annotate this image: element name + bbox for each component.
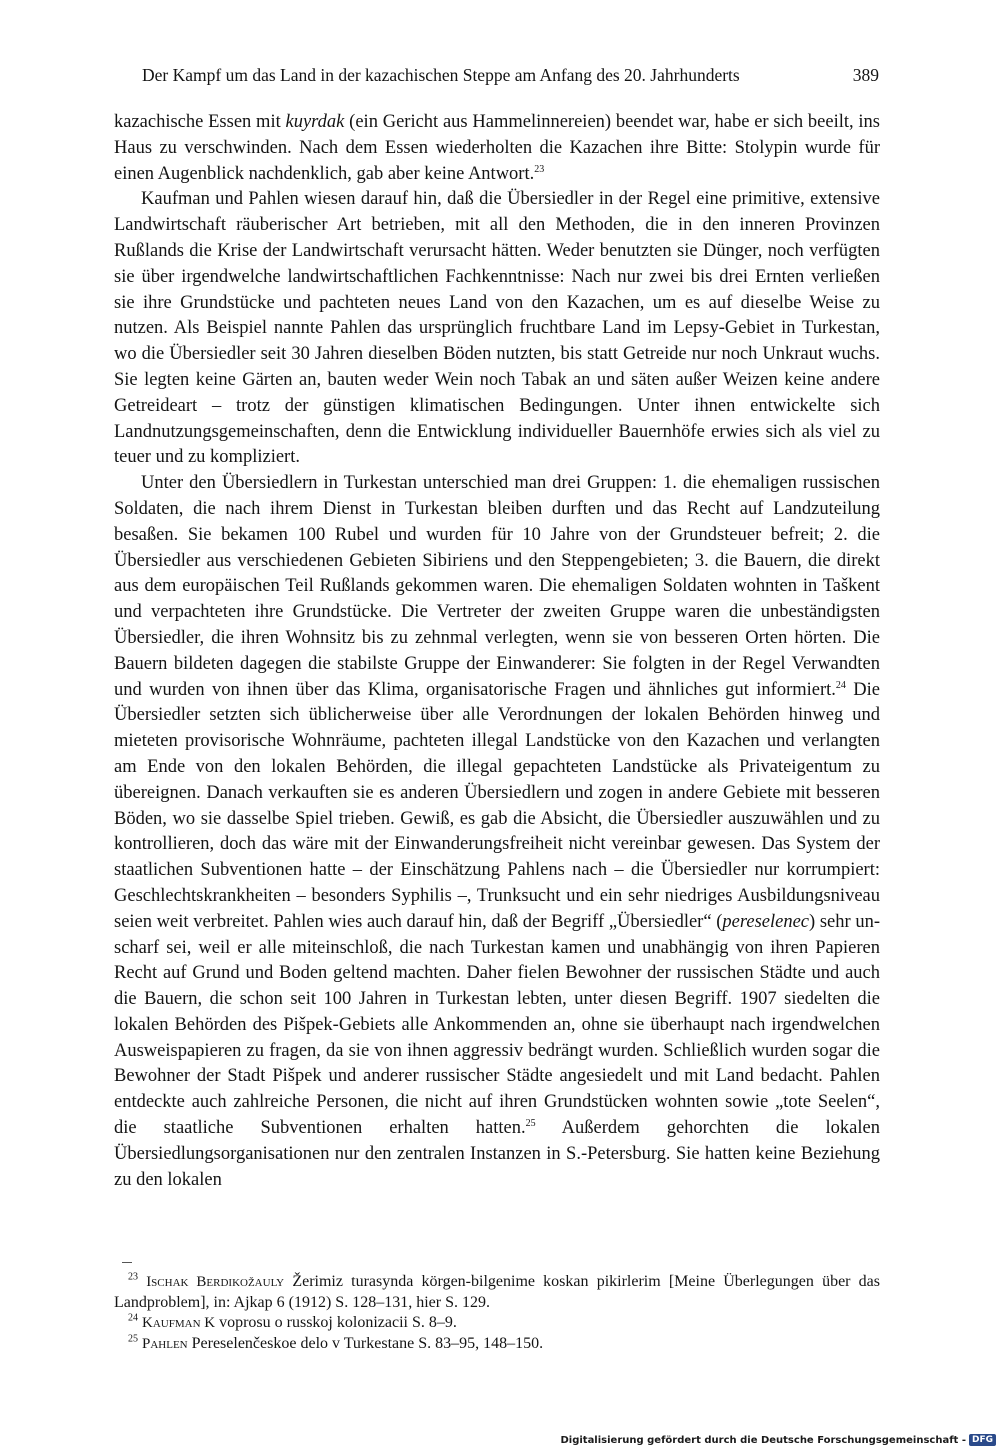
- term-kuyrdak: kuyrdak: [285, 112, 345, 132]
- main-text: [114, 110, 880, 1193]
- footnote-text: Žerimiz turasynda körgen-bilgenime koskan pikirlerim [Meine Überlegungen über das Landproblem], in: Ajkap 6 (1912) S. 128–131, hier S. 129.: [114, 1273, 881, 1311]
- text-run: kazachische Essen mit: [114, 112, 286, 132]
- footnote-number: 25: [128, 1333, 138, 1345]
- text-run: ) sehr unscharf sei, weil er alle miteinschloß, die nach Turkestan kamen und unabhängig von ihren Papieren Recht auf Grund und Boden geltend machten. Daher fielen Bewohner der russischen Städte und auch die Bauern, die schon seit 100 Jahren in Turkestan lebten, unter diesen Begriff. 1907 siedelten die lokalen Behörden des Pišpek-Gebiets alle Ankommenden an, ohne sie überhaupt nach irgendwelchen Ausweispapieren zu fragen, da sie von ihnen aggressiv bedrängt wurden. Schließlich wurden sogar die Bewohner der Stadt Pišpek und anderer russischer Städte angesiedelt und mit Land bedacht. Pahlen entdeckte auch zahlreiche Personen, die nicht auf ihren Grundstücken wohnten sowie „tote Seelen“, die staatliche Subventionen erhalten hatten.: [114, 911, 881, 1139]
- footnote-author: Ischak Berdikožauly: [146, 1274, 285, 1290]
- running-header: [142, 60, 879, 90]
- text-run: (ein Gericht aus Hammelinnereien) beendet war, habe er sich beeilt, ins Haus zu verschwinden. Nach dem Essen wiederholten die Kazachen ihre Bitte: Stolypin wurde für einen Augenblick nachdenklich, gab aber keine Antwort.: [114, 112, 881, 184]
- footnote-author: Pahlen: [142, 1335, 188, 1352]
- running-title: Der Kampf um das Land in der kazachischen Steppe am Anfang des 20. Jahrhunderts: [142, 65, 740, 85]
- footnotes: [114, 1272, 880, 1354]
- footnote-text: voprosu o russkoj kolonizacii S. 8–9.: [215, 1314, 457, 1331]
- footnote-author: Kaufman K: [142, 1315, 216, 1331]
- term-pereselenec: pereselenec: [722, 911, 810, 932]
- footnote-23: [114, 1272, 880, 1313]
- text-run: Außerdem gehorchten die lokalen Übersiedlungsorganisationen nur den zentralen Instanzen in S.-Petersburg. Sie hatten keine Beziehung zu den lokalen: [114, 1118, 880, 1190]
- stray-mark: [122, 1262, 132, 1263]
- dfg-logo-icon: DFG: [969, 1434, 996, 1446]
- text-run: Unter den Übersiedlern in Turkestan unterschied man drei Gruppen: 1. die ehemaligen russischen Soldaten, die nach ihrem Dienst in Turkestan bleiben durften und das Recht auf Landzuteilung besaßen. Sie bekamen 100 Rubel und wurden für 10 Jahre von der Grundsteuer befreit; 2. die Übersiedler aus verschiedenen Gebieten Sibiriens und den Steppengebieten; 3. die Bauern, die direkt aus dem europäischen Teil Rußlands gekommen waren. Die ehemaligen Soldaten wohnten in Taškent und verpachteten ihre Grundstücke. Die Vertreter der zweiten Gruppe waren die unbeständigsten Übersiedler, die ihren Wohnsitz bis zu zehnmal verlegten, wenn sie von besseren Orten hörten. Die Bauern bildeten dagegen die stabilste Gruppe der Einwanderer: Sie folgten in der Regel Verwandten und wurden von ihnen über das Klima, organisatorische Fragen und ähnliches gut informiert.: [114, 473, 880, 700]
- footnote-25: [114, 1334, 880, 1355]
- page-number: 389: [852, 65, 879, 85]
- paragraph-3: [114, 471, 880, 1193]
- footnote-ref-25[interactable]: 25: [525, 1117, 536, 1129]
- footnote-text: Pereselenčeskoe delo v Turkestane S. 83–95, 148–150.: [187, 1334, 544, 1352]
- paragraph-1: [114, 110, 880, 187]
- footnote-ref-23[interactable]: 23: [534, 163, 545, 175]
- footnote-number: 24: [128, 1312, 138, 1324]
- digitization-credit: [560, 1434, 996, 1446]
- paragraph-2: Kaufman und Pahlen wiesen darauf hin, daß die Übersiedler in der Regel eine primitive, extensive Landwirtschaft räuberischer Art betrieben, mit all den Methoden, die in den inneren Provinzen Rußlands die Krise der Landwirtschaft verursacht hätten. Weder benutzten sie Dünger, noch verfügten sie über irgendwelche landwirtschaftlichen Fachkenntnisse: Nach nur zwei bis drei Ernten verließen sie ihre Grundstücke und pachteten neues Land von den Kazachen, um es auf dieselbe Weise zu nutzen. Als Beispiel nannte Pahlen das ursprünglich fruchtbare Land im Lepsy-Gebiet in Turkestan, wo die Übersiedler seit 30 Jahren dieselben Böden nutzten, bis statt Getreide nur noch Unkraut wuchs. Sie legten keine Gärten an, bauten weder Wein noch Tabak an und säten außer Weizen keine andere Getreideart – trotz der günstigen klimatischen Bedingungen. Unter ihnen entwickelte sich Landnutzungsgemeinschaften, denn die Entwicklung individueller Bauernhöfe erwies sich als viel zu teuer und zu kompliziert.: [114, 189, 880, 468]
- footnote-number: 23: [128, 1271, 138, 1283]
- footnote-ref-24[interactable]: 24: [835, 679, 846, 691]
- footnote-24: [114, 1313, 880, 1334]
- text-run: Die Übersiedler setzten sich üblicherweise über alle Verordnungen der lokalen Behörden hinweg und mieteten provisorische Wohnräume, pachteten illegal Landstücke von den Kazachen und verlangten am Ende von den lokalen Behörden, die illegal gepachteten Landstücke als Privateigentum zu übereignen. Danach verkauften sie es anderen Übersiedlern und zogen in andere Gebiete mit besseren Böden, wo sie dasselbe Spiel trieben. Gewiß, es gab die Absicht, die Übersiedler auszuwählen und zu kontrollieren, doch das wäre mit der Einwanderungsfreiheit nicht vereinbar gewesen. Das System der staatlichen Subventionen hatte – der Einschätzung Pahlens nach – die Übersiedler nur korrumpiert: Geschlechtskrankheiten – besonders Syphilis –, Trunksucht und ein sehr niedriges Ausbildungsniveau seien weit verbreitet. Pahlen wies auch darauf hin, daß der Begriff „Übersiedler“ (: [114, 679, 880, 932]
- credit-text: Digitalisierung gefördert durch die Deutsche Forschungsgemeinschaft -: [560, 1434, 966, 1446]
